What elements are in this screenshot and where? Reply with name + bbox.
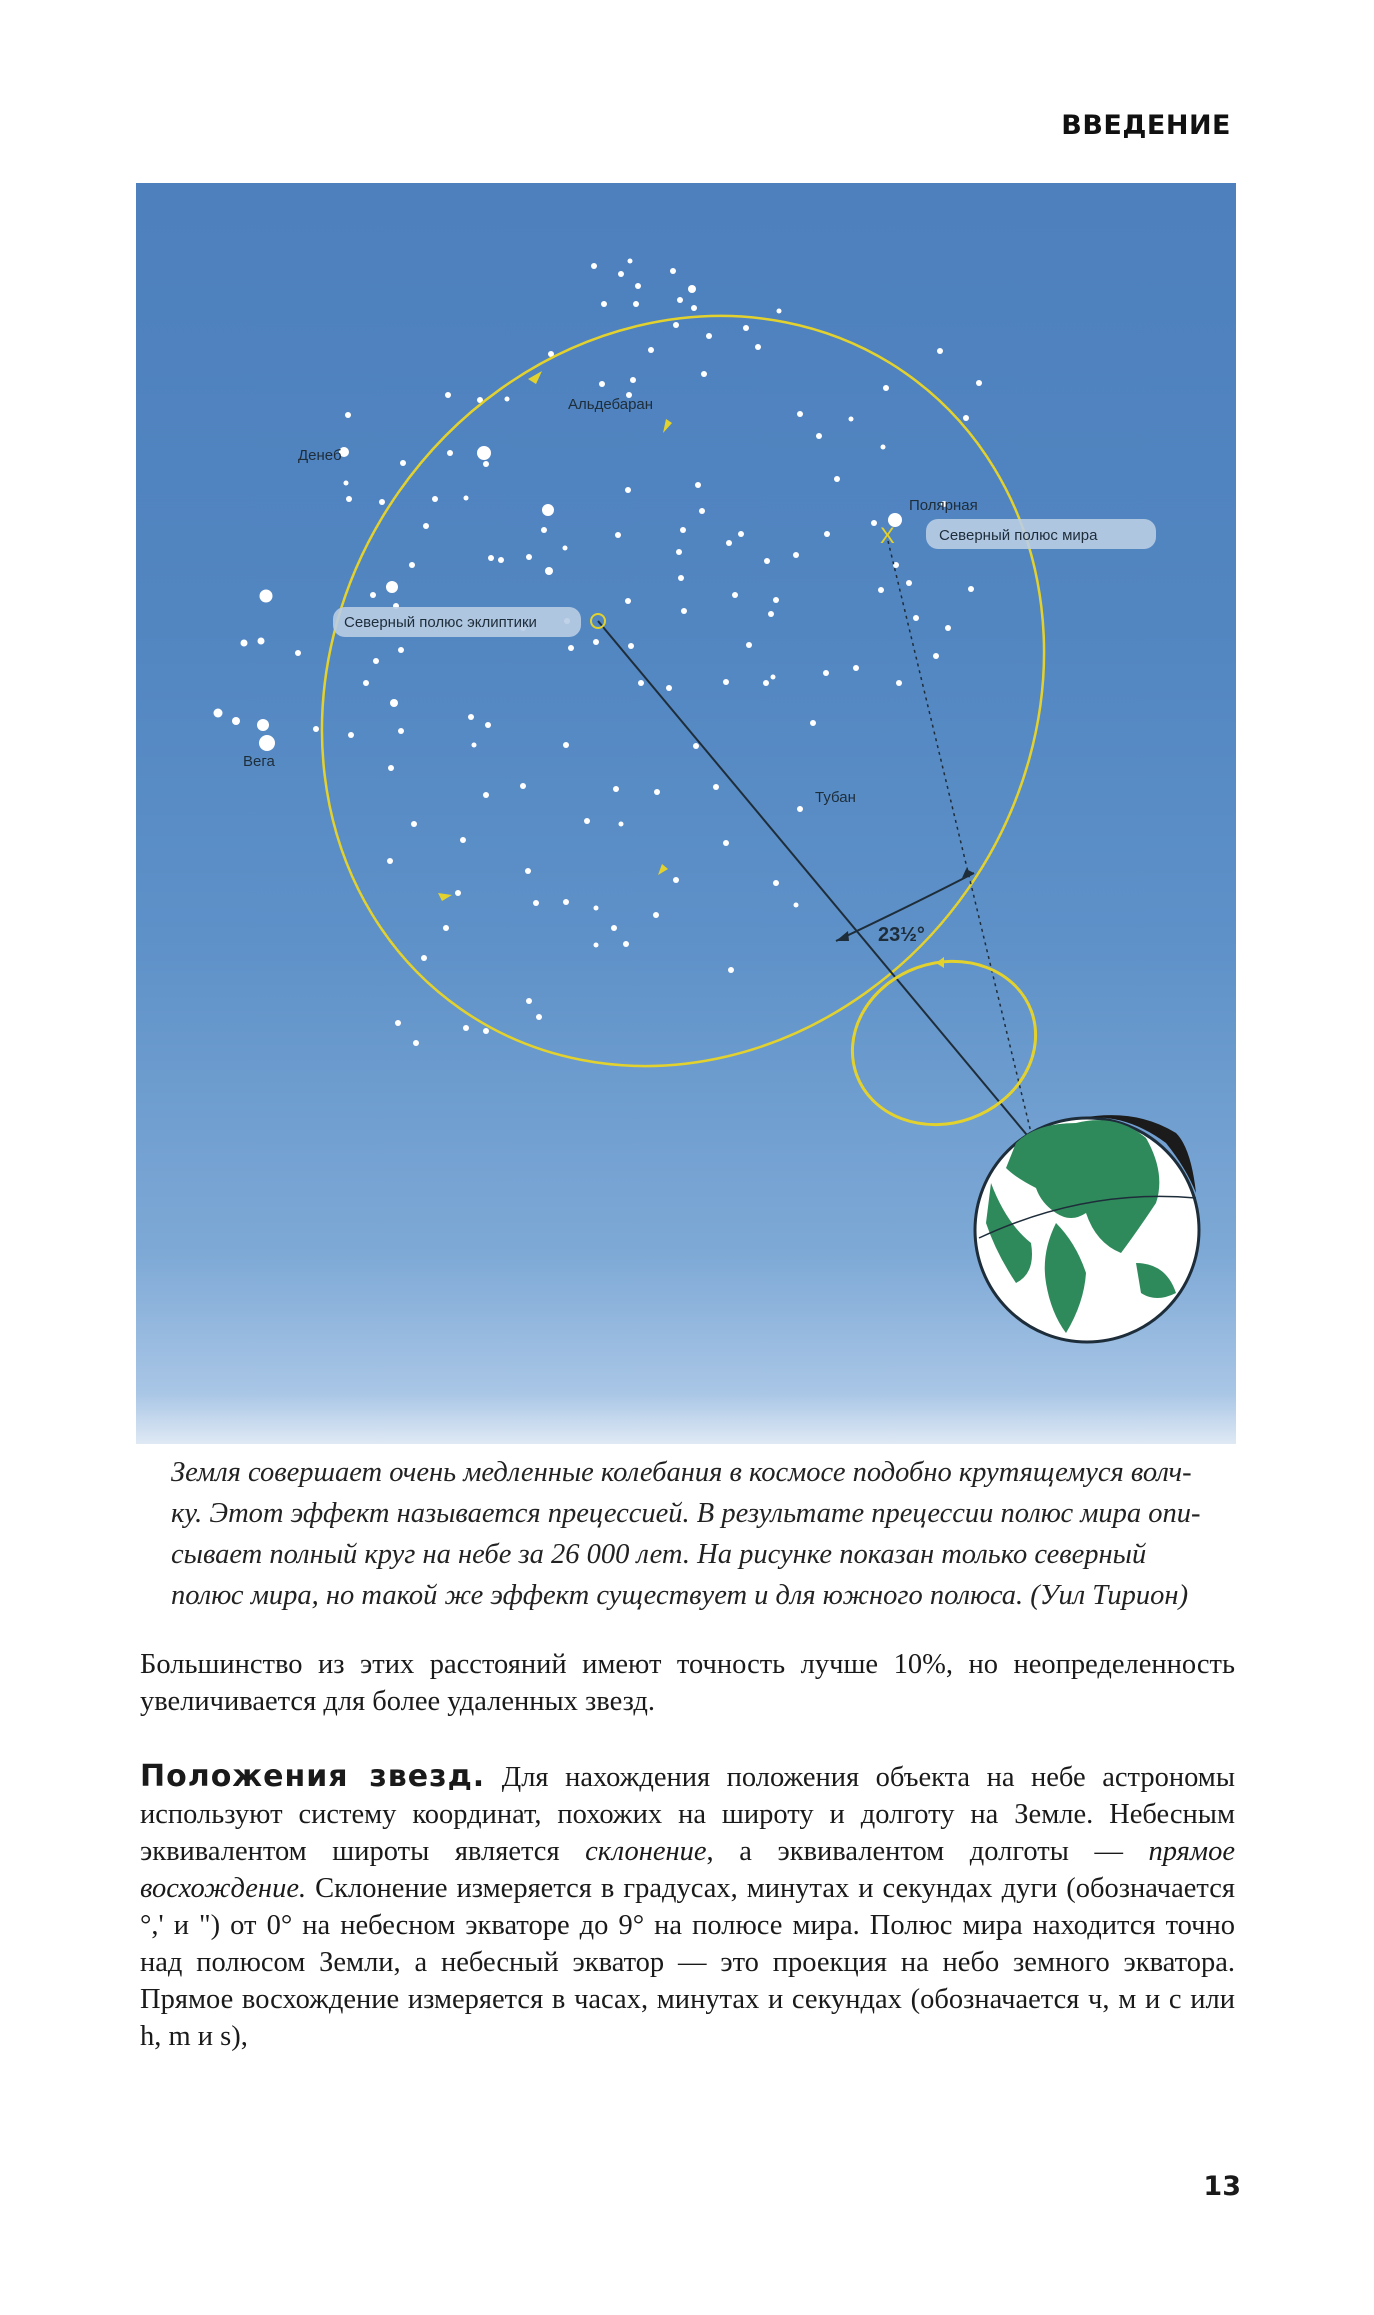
ecliptic-axis-line — [598, 621, 1072, 1189]
page-number: 13 — [1203, 2171, 1241, 2202]
running-head: ВВЕДЕНИЕ — [1061, 110, 1231, 141]
precession-illustration — [136, 183, 1236, 1444]
caption-line: ку. Этот эффект называется прецессией. В результате прецессии полюс мира опи- — [171, 1498, 1201, 1529]
precession-circle — [176, 183, 1190, 1208]
label-vega: Вега — [243, 753, 275, 770]
caption-line: сывает полный круг на небе за 26 000 лет. На рисунке показан только северный — [171, 1539, 1147, 1570]
caption-line: Земля совершает очень медленные колебания в космосе подобно крутящемуся волч- — [171, 1457, 1192, 1488]
paragraph-text: Для нахождения положения объекта на небе астрономы используют систему координат, похожих на широту и долготу на Земле. Небесным эквивалентом широты является — [140, 1762, 1235, 1867]
paragraph-text: Большинство из этих расстояний имеют точность лучше 10%, но неопределенность увеличивается для более удаленных звезд. — [140, 1649, 1235, 1717]
paragraph-text: , а эквивалентом долготы — — [706, 1836, 1149, 1867]
label-polaris: Полярная — [909, 497, 978, 514]
label-thuban: Тубан — [815, 789, 856, 806]
svg-text:X: X — [880, 523, 895, 548]
term-right-ascension: прямое восхождение. — [140, 1836, 1235, 1904]
term-declination: склонение — [585, 1836, 707, 1867]
label-deneb: Денеб — [298, 447, 342, 464]
label-north-ecliptic-pole: Северный полюс эклиптики — [344, 614, 537, 631]
paragraph-star-positions — [140, 1758, 1235, 2055]
section-runin-heading: Положения звезд. — [140, 1759, 486, 1794]
caption-line: полюс мира, но такой же эффект существует и для южного полюса. (Уил Тирион) — [171, 1580, 1189, 1611]
paragraph-text: Склонение измеряется в градусах, минутах и секундах дуги (обозначается °,' и ") от 0° на небесном экваторе до 9° на полюсе мира. Полюс мира находится точно над полюсом Земли, а небесный экватор — это проекция на небо земного экватора. Прямое восхождение измеряется в часах, минутах и секундах (обозначается ч, м и с или h, m и s), — [140, 1873, 1235, 2052]
paragraph-distances — [140, 1646, 1235, 1720]
earth-precession-circle — [829, 936, 1059, 1150]
label-aldebaran: Альдебаран — [568, 396, 654, 413]
figure-caption — [171, 1452, 1233, 1616]
label-angle: 23½° — [878, 924, 925, 946]
earth-globe — [975, 1115, 1199, 1342]
label-north-celestial-pole: Северный полюс мира — [939, 527, 1098, 544]
